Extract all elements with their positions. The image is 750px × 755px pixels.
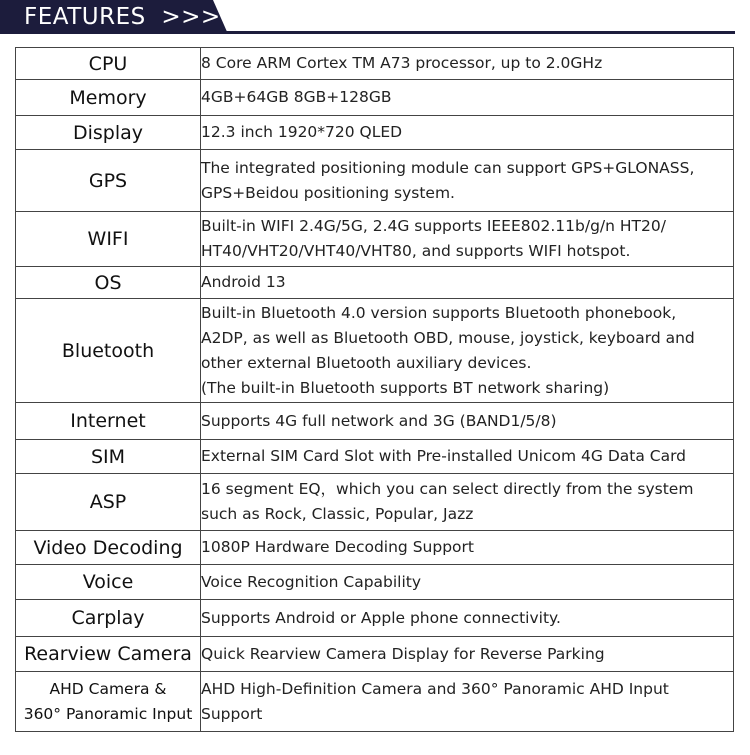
spec-row [16,440,734,474]
spec-label-line: 360° Panoramic Input [23,704,193,723]
spec-value [201,212,734,267]
spec-value-line: other external Bluetooth auxiliary devices. [201,353,532,372]
spec-value [201,48,734,80]
spec-value [201,600,734,637]
spec-table-body [16,48,734,732]
spec-label [16,116,201,150]
spec-value [201,267,734,299]
spec-label [16,531,201,565]
spec-value-line: 12.3 inch 1920*720 QLED [201,123,403,141]
spec-value-line: GPS+Beidou positioning system. [201,183,455,202]
spec-label-line: Display [72,121,144,144]
spec-label [16,150,201,212]
spec-label [16,474,201,531]
spec-label-line: Video Decoding [33,536,183,559]
spec-value [201,637,734,672]
spec-label [16,600,201,637]
header-underline [0,31,735,34]
spec-label [16,212,201,267]
spec-row [16,212,734,267]
spec-value-line: Support [201,704,263,723]
spec-row [16,565,734,600]
spec-value-line: Supports Android or Apple phone connectivity. [201,608,561,627]
spec-value [201,150,734,212]
spec-value-line: External SIM Card Slot with Pre-installed Unicom 4G Data Card [201,447,687,465]
spec-row [16,600,734,637]
spec-row [16,672,734,732]
spec-label-line: Internet [70,410,146,432]
spec-label-line: SIM [90,445,126,468]
spec-row [16,48,734,80]
spec-row [16,80,734,116]
spec-value [201,531,734,565]
spec-value-line: HT40/VHT20/VHT40/VHT80, and supports WIFI hotspot. [201,242,631,260]
spec-row [16,403,734,440]
features-title [24,2,221,32]
spec-value [201,565,734,600]
spec-table [15,47,734,732]
spec-value-line: The integrated positioning module can support GPS+GLONASS, [201,158,695,177]
spec-value-line: Built-in Bluetooth 4.0 version supports Bluetooth phonebook, [201,303,677,322]
spec-label [16,299,201,403]
spec-value [201,440,734,474]
spec-row [16,474,734,531]
spec-label-line: WIFI [87,228,129,250]
features-title-text: FEATURES [24,4,146,30]
spec-label [16,565,201,600]
spec-label-line: ASP [89,491,127,513]
spec-label-line: Rearview Camera [24,643,192,665]
spec-label-line: AHD Camera & [49,679,167,698]
spec-label [16,672,201,732]
spec-value-line: (The built-in Bluetooth supports BT network sharing) [201,378,610,397]
spec-label [16,267,201,299]
spec-value-line: 8 Core ARM Cortex TM A73 processor, up to 2.0GHz [201,54,603,72]
spec-value-line: Supports 4G full network and 3G (BAND1/5/8) [201,411,557,430]
spec-value-line: such as Rock, Classic, Popular, Jazz [201,505,474,523]
spec-value-line: 1080P Hardware Decoding Support [201,538,474,556]
spec-label [16,637,201,672]
spec-label [16,440,201,474]
spec-value-line: Voice Recognition Capability [201,572,422,591]
spec-value [201,403,734,440]
spec-label [16,48,201,80]
spec-value [201,299,734,403]
spec-row [16,150,734,212]
features-arrows: >>> [161,4,221,30]
spec-row [16,637,734,672]
spec-value-line: 16 segment EQ，which you can select directly from the system [201,480,694,498]
spec-label-line: OS [94,271,122,294]
spec-value [201,672,734,732]
spec-row [16,116,734,150]
spec-value-line: Built-in WIFI 2.4G/5G, 2.4G supports IEEE802.11b/g/n HT20/ [201,217,666,235]
spec-label-line: GPS [88,169,128,192]
spec-label [16,403,201,440]
spec-value-line: 4GB+64GB 8GB+128GB [201,88,392,106]
spec-row [16,267,734,299]
spec-label [16,80,201,116]
spec-value [201,474,734,531]
spec-value-line: Android 13 [201,273,286,291]
spec-value-line: AHD High-Definition Camera and 360° Panoramic AHD Input [201,679,669,698]
spec-row [16,531,734,565]
spec-value [201,116,734,150]
spec-value-line: Quick Rearview Camera Display for Reverse Parking [201,644,605,663]
spec-label-line: Voice [82,571,134,593]
spec-row [16,299,734,403]
spec-label-line: Carplay [71,607,145,629]
spec-value [201,80,734,116]
spec-value-line: A2DP, as well as Bluetooth OBD, mouse, joystick, keyboard and [201,328,695,347]
spec-label-line: Bluetooth [61,339,155,362]
spec-label-line: CPU [88,52,128,75]
spec-label-line: Memory [69,86,147,109]
